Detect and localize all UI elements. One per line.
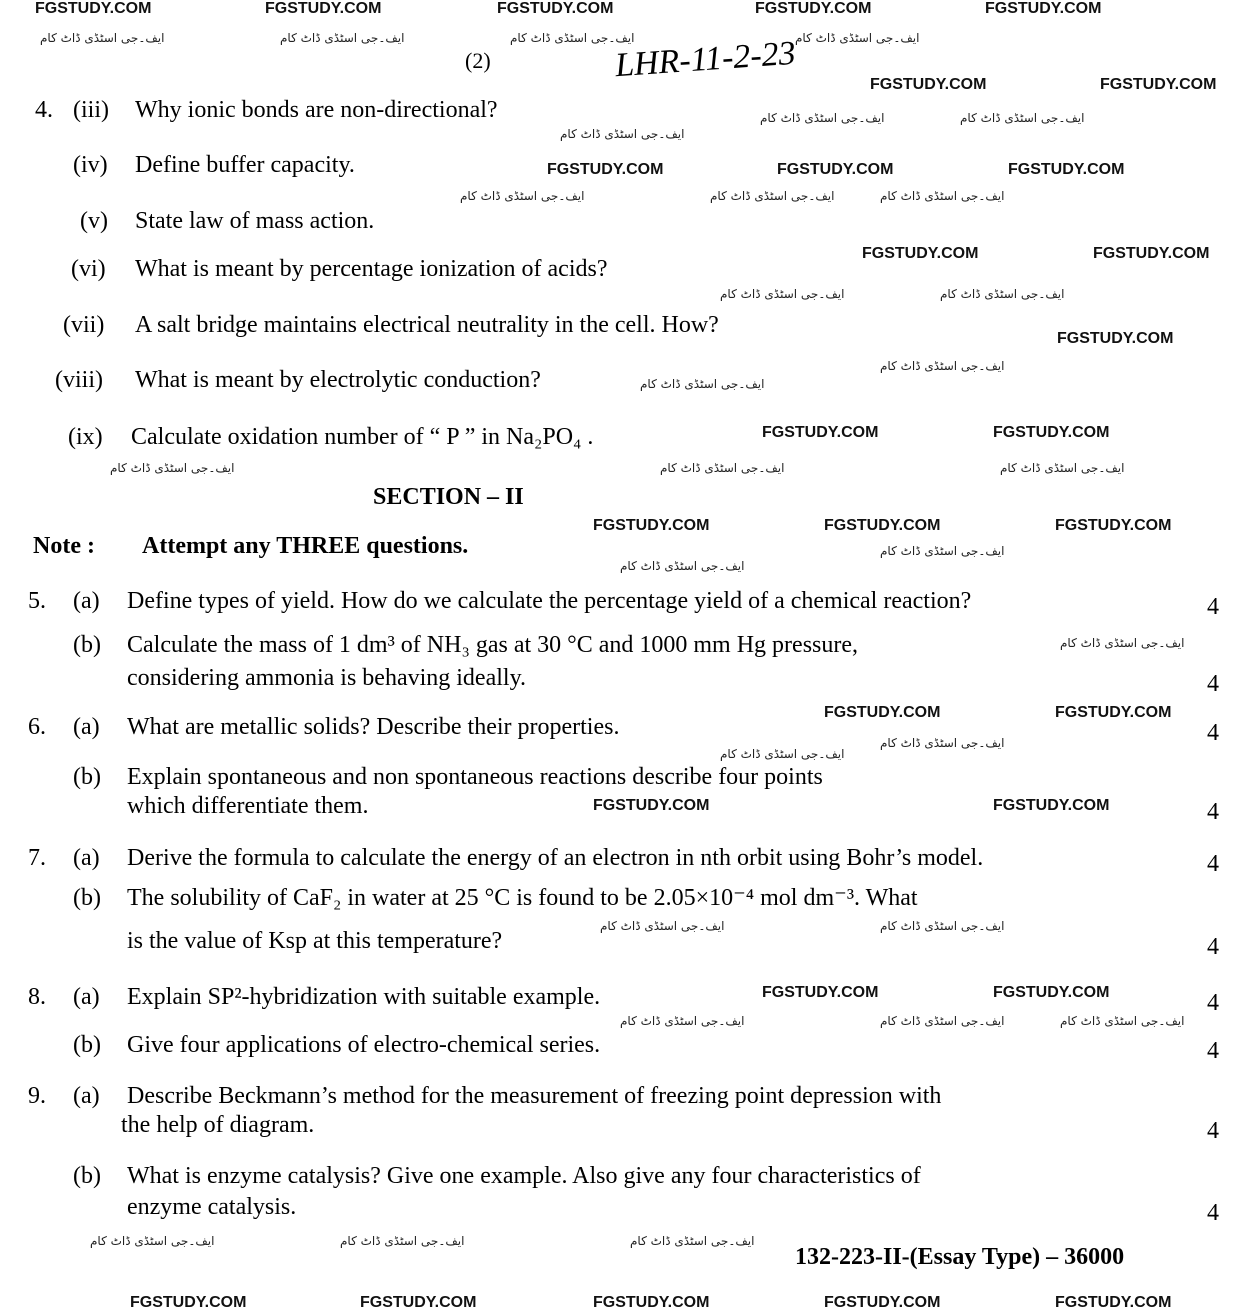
watermark-text: FGSTUDY.COM xyxy=(762,984,879,1001)
marks: 4 xyxy=(1207,799,1219,825)
question-text: considering ammonia is behaving ideally. xyxy=(127,665,527,691)
question-text: which differentiate them. xyxy=(127,793,369,819)
watermark-urdu: ایف۔جی اسٹڈی ڈاٹ کام xyxy=(720,287,845,301)
watermark-urdu: ایف۔جی اسٹڈی ڈاٹ کام xyxy=(880,189,1005,203)
watermark-urdu: ایف۔جی اسٹڈی ڈاٹ کام xyxy=(710,189,835,203)
part-label: (a) xyxy=(73,984,100,1010)
part-label: (a) xyxy=(73,845,100,871)
watermark-urdu: ایف۔جی اسٹڈی ڈاٹ کام xyxy=(940,287,1065,301)
watermark-urdu: ایف۔جی اسٹڈی ڈاٹ کام xyxy=(460,189,585,203)
marks: 4 xyxy=(1207,720,1219,746)
watermark-urdu: ایف۔جی اسٹڈی ڈاٹ کام xyxy=(40,31,165,45)
watermark-urdu: ایف۔جی اسٹڈی ڈاٹ کام xyxy=(880,1014,1005,1028)
marks: 4 xyxy=(1207,1118,1219,1144)
question-number: 9. xyxy=(28,1083,46,1109)
watermark-text: FGSTUDY.COM xyxy=(1055,1294,1172,1311)
watermark-text: FGSTUDY.COM xyxy=(593,1294,710,1311)
watermark-text: FGSTUDY.COM xyxy=(547,161,664,178)
watermark-text: FGSTUDY.COM xyxy=(755,0,872,17)
watermark-text: FGSTUDY.COM xyxy=(1093,245,1210,262)
watermark-text: FGSTUDY.COM xyxy=(1057,330,1174,347)
watermark-urdu: ایف۔جی اسٹڈی ڈاٹ کام xyxy=(660,461,785,475)
watermark-urdu: ایف۔جی اسٹڈی ڈاٹ کام xyxy=(880,544,1005,558)
watermark-text: FGSTUDY.COM xyxy=(265,0,382,17)
watermark-urdu: ایف۔جی اسٹڈی ڈاٹ کام xyxy=(1060,636,1185,650)
watermark-urdu: ایف۔جی اسٹڈی ڈاٹ کام xyxy=(960,111,1085,125)
question-text: Calculate oxidation number of “ P ” in Na₂PO₄ . xyxy=(131,424,594,450)
watermark-urdu: ایف۔جی اسٹڈی ڈاٹ کام xyxy=(630,1234,755,1248)
question-text: Derive the formula to calculate the energy of an electron in nth orbit using Bohr’s model. xyxy=(127,845,984,871)
part-label: (iv) xyxy=(73,152,108,178)
marks: 4 xyxy=(1207,1038,1219,1064)
part-label: (viii) xyxy=(55,367,103,393)
marks: 4 xyxy=(1207,990,1219,1016)
part-label: (vi) xyxy=(71,256,106,282)
watermark-text: FGSTUDY.COM xyxy=(993,424,1110,441)
watermark-text: FGSTUDY.COM xyxy=(1008,161,1125,178)
question-text: What is meant by percentage ionization of acids? xyxy=(135,256,608,282)
watermark-urdu: ایف۔جی اسٹڈی ڈاٹ کام xyxy=(880,359,1005,373)
watermark-text: FGSTUDY.COM xyxy=(1055,704,1172,721)
question-text: Explain SP²-hybridization with suitable example. xyxy=(127,984,601,1010)
question-number: 6. xyxy=(28,714,46,740)
watermark-text: FGSTUDY.COM xyxy=(870,76,987,93)
section-title: SECTION – II xyxy=(373,484,524,510)
watermark-text: FGSTUDY.COM xyxy=(497,0,614,17)
watermark-urdu: ایف۔جی اسٹڈی ڈاٹ کام xyxy=(280,31,405,45)
watermark-text: FGSTUDY.COM xyxy=(593,517,710,534)
question-text: What is meant by electrolytic conduction? xyxy=(135,367,541,393)
question-text: What are metallic solids? Describe their properties. xyxy=(127,714,620,740)
note-text: Attempt any THREE questions. xyxy=(142,533,469,559)
question-number: 8. xyxy=(28,984,46,1010)
watermark-urdu: ایف۔جی اسٹڈی ڈاٹ کام xyxy=(110,461,235,475)
question-text: the help of diagram. xyxy=(121,1112,315,1138)
question-text: is the value of Ksp at this temperature? xyxy=(127,928,503,954)
page-number: (2) xyxy=(465,48,491,73)
part-label: (a) xyxy=(73,1083,100,1109)
marks: 4 xyxy=(1207,934,1219,960)
question-text: State law of mass action. xyxy=(135,208,375,234)
watermark-text: FGSTUDY.COM xyxy=(993,984,1110,1001)
watermark-urdu: ایف۔جی اسٹڈی ڈاٹ کام xyxy=(640,377,765,391)
question-number: 7. xyxy=(28,845,46,871)
watermark-urdu: ایف۔جی اسٹڈی ڈاٹ کام xyxy=(90,1234,215,1248)
part-label: (b) xyxy=(73,632,101,658)
watermark-text: FGSTUDY.COM xyxy=(824,1294,941,1311)
marks: 4 xyxy=(1207,671,1219,697)
watermark-text: FGSTUDY.COM xyxy=(360,1294,477,1311)
watermark-urdu: ایف۔جی اسٹڈی ڈاٹ کام xyxy=(600,919,725,933)
part-label: (iii) xyxy=(73,97,109,123)
watermark-urdu: ایف۔جی اسٹڈی ڈاٹ کام xyxy=(1060,1014,1185,1028)
question-text: Define types of yield. How do we calculate the percentage yield of a chemical reaction? xyxy=(127,588,972,614)
watermark-text: FGSTUDY.COM xyxy=(1055,517,1172,534)
watermark-urdu: ایف۔جی اسٹڈی ڈاٹ کام xyxy=(620,1014,745,1028)
watermark-text: FGSTUDY.COM xyxy=(762,424,879,441)
question-text: enzyme catalysis. xyxy=(127,1194,297,1220)
question-number: 4. xyxy=(35,97,53,123)
watermark-urdu: ایف۔جی اسٹڈی ڈاٹ کام xyxy=(620,559,745,573)
part-label: (ix) xyxy=(68,424,103,450)
part-label: (b) xyxy=(73,885,101,911)
question-text: Explain spontaneous and non spontaneous reactions describe four points xyxy=(127,764,823,790)
question-text: A salt bridge maintains electrical neutrality in the cell. How? xyxy=(135,312,719,338)
question-number: 5. xyxy=(28,588,46,614)
part-label: (a) xyxy=(73,588,100,614)
part-label: (a) xyxy=(73,714,100,740)
watermark-text: FGSTUDY.COM xyxy=(1100,76,1217,93)
watermark-text: FGSTUDY.COM xyxy=(35,0,152,17)
handwritten-note: LHR-11-2-23 xyxy=(613,34,797,85)
footer-code: 132-223-II-(Essay Type) – 36000 xyxy=(795,1244,1125,1270)
part-label: (b) xyxy=(73,1032,101,1058)
note-label: Note : xyxy=(33,533,95,559)
part-label: (b) xyxy=(73,764,101,790)
watermark-text: FGSTUDY.COM xyxy=(593,797,710,814)
marks: 4 xyxy=(1207,1200,1219,1226)
watermark-text: FGSTUDY.COM xyxy=(824,517,941,534)
watermark-urdu: ایف۔جی اسٹڈی ڈاٹ کام xyxy=(510,31,635,45)
watermark-text: FGSTUDY.COM xyxy=(985,0,1102,17)
question-text: The solubility of CaF₂ in water at 25 °C is found to be 2.05×10⁻⁴ mol dm⁻³. What xyxy=(127,885,918,911)
watermark-urdu: ایف۔جی اسٹڈی ڈاٹ کام xyxy=(1000,461,1125,475)
part-label: (vii) xyxy=(63,312,105,338)
marks: 4 xyxy=(1207,594,1219,620)
watermark-text: FGSTUDY.COM xyxy=(993,797,1110,814)
watermark-text: FGSTUDY.COM xyxy=(862,245,979,262)
watermark-urdu: ایف۔جی اسٹڈی ڈاٹ کام xyxy=(720,747,845,761)
watermark-urdu: ایف۔جی اسٹڈی ڈاٹ کام xyxy=(340,1234,465,1248)
watermark-urdu: ایف۔جی اسٹڈی ڈاٹ کام xyxy=(880,919,1005,933)
part-label: (b) xyxy=(73,1163,101,1189)
question-text: What is enzyme catalysis? Give one example. Also give any four characteristics of xyxy=(127,1163,921,1189)
watermark-text: FGSTUDY.COM xyxy=(777,161,894,178)
part-label: (v) xyxy=(80,208,108,234)
watermark-urdu: ایف۔جی اسٹڈی ڈاٹ کام xyxy=(880,736,1005,750)
question-text: Give four applications of electro-chemical series. xyxy=(127,1032,601,1058)
question-text: Describe Beckmann’s method for the measurement of freezing point depression with xyxy=(127,1083,942,1109)
watermark-text: FGSTUDY.COM xyxy=(130,1294,247,1311)
watermark-text: FGSTUDY.COM xyxy=(824,704,941,721)
question-text: Calculate the mass of 1 dm³ of NH₃ gas at 30 °C and 1000 mm Hg pressure, xyxy=(127,632,859,658)
marks: 4 xyxy=(1207,851,1219,877)
question-text: Define buffer capacity. xyxy=(135,152,355,178)
watermark-urdu: ایف۔جی اسٹڈی ڈاٹ کام xyxy=(760,111,885,125)
watermark-urdu: ایف۔جی اسٹڈی ڈاٹ کام xyxy=(795,31,920,45)
question-text: Why ionic bonds are non-directional? xyxy=(135,97,498,123)
watermark-urdu: ایف۔جی اسٹڈی ڈاٹ کام xyxy=(560,127,685,141)
